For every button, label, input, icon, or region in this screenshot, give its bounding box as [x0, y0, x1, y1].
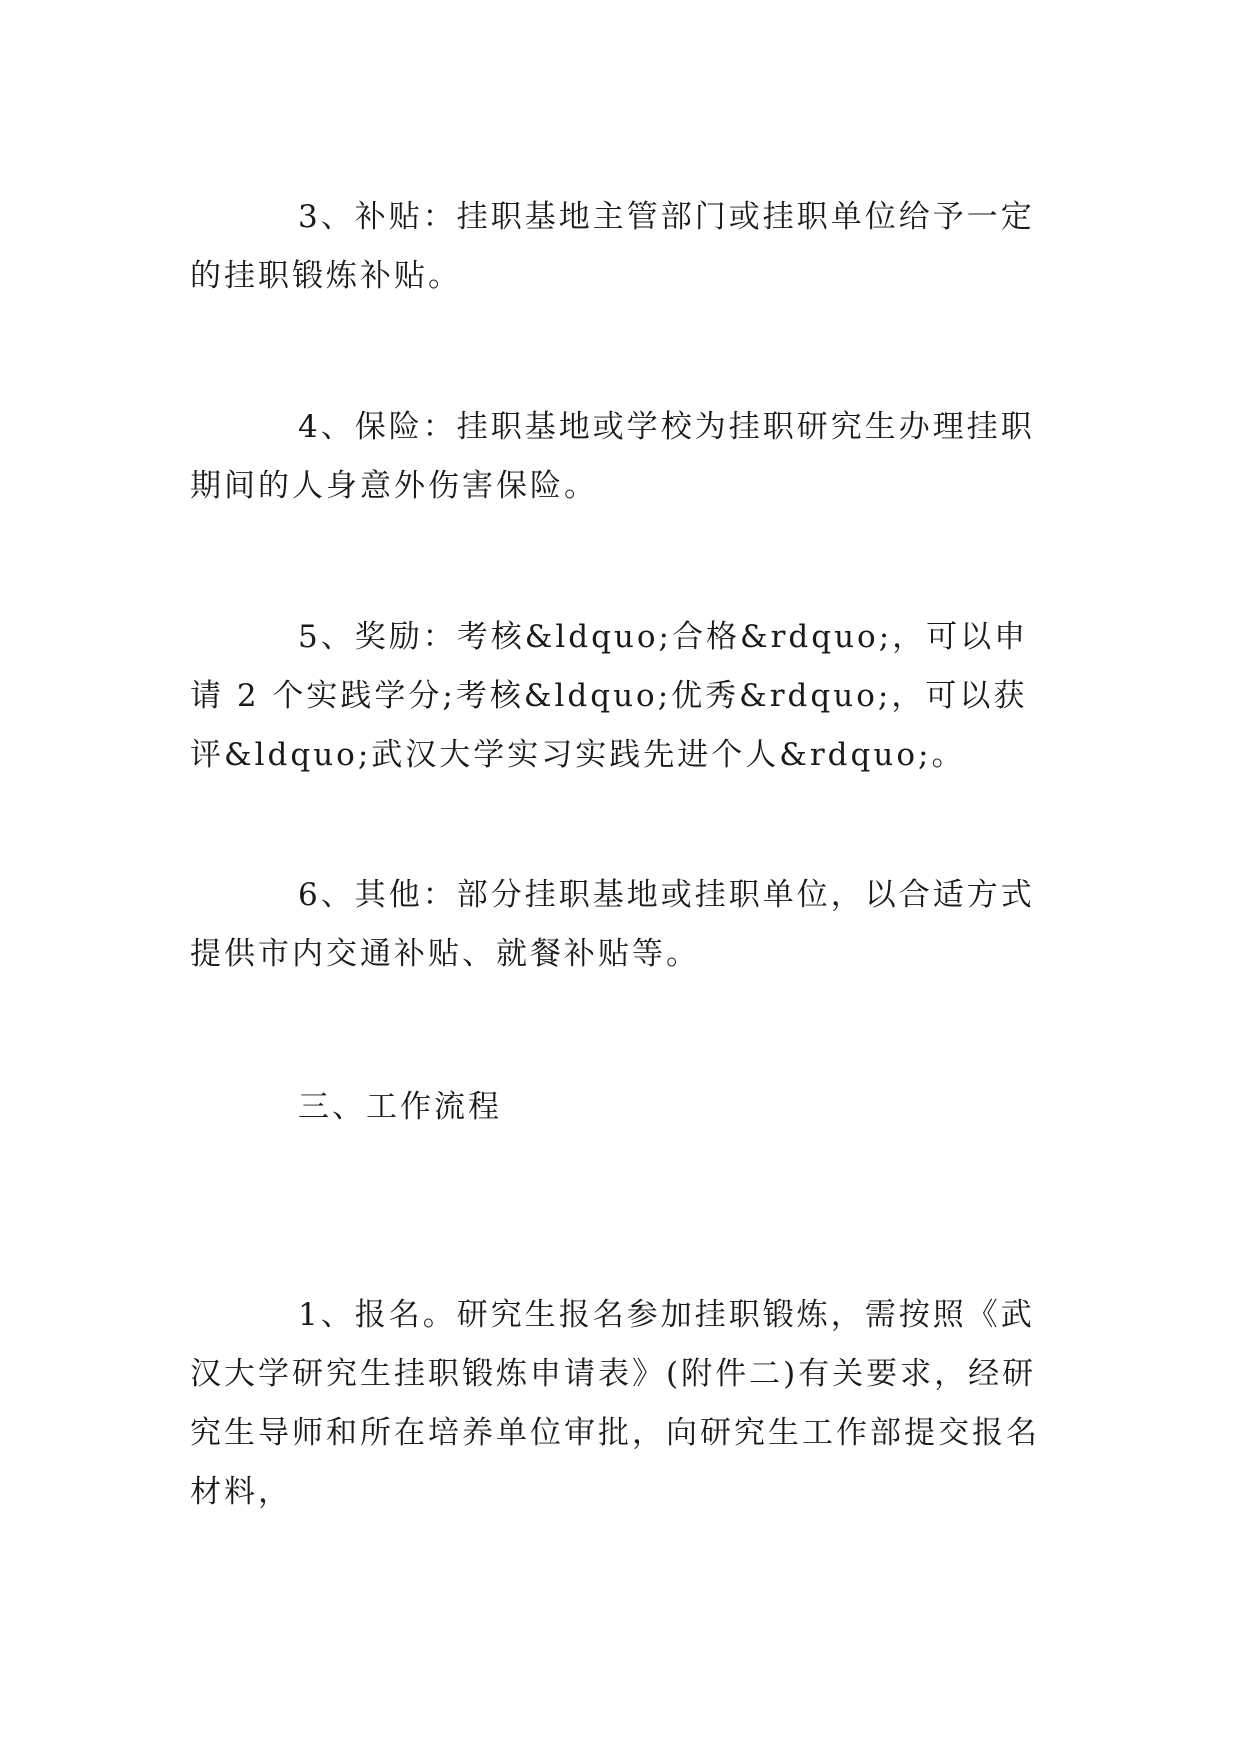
- paragraph-step1-registration: 1、报名。研究生报名参加挂职锻炼，需按照《武汉大学研究生挂职锻炼申请表》(附件二)有关要求，经研究生导师和所在培养单位审批，向研究生工作部提交报名材料，: [190, 1297, 1040, 1510]
- paragraph-insurance: 4、保险：挂职基地或学校为挂职研究生办理挂职期间的人身意外伤害保险。: [190, 409, 1035, 504]
- section-heading-workflow: 三、工作流程: [298, 1089, 502, 1125]
- paragraph-subsidy: 3、补贴：挂职基地主管部门或挂职单位给予一定的挂职锻炼补贴。: [190, 199, 1035, 294]
- paragraph-other: 6、其他：部分挂职基地或挂职单位，以合适方式提供市内交通补贴、就餐补贴等。: [190, 877, 1035, 972]
- paragraph-reward: 5、奖励：考核&ldquo;合格&rdquo;，可以申请 2 个实践学分;考核&ldquo;优秀&rdquo;，可以获评&ldquo;武汉大学实习实践先进个人&rdquo;。: [190, 619, 1029, 773]
